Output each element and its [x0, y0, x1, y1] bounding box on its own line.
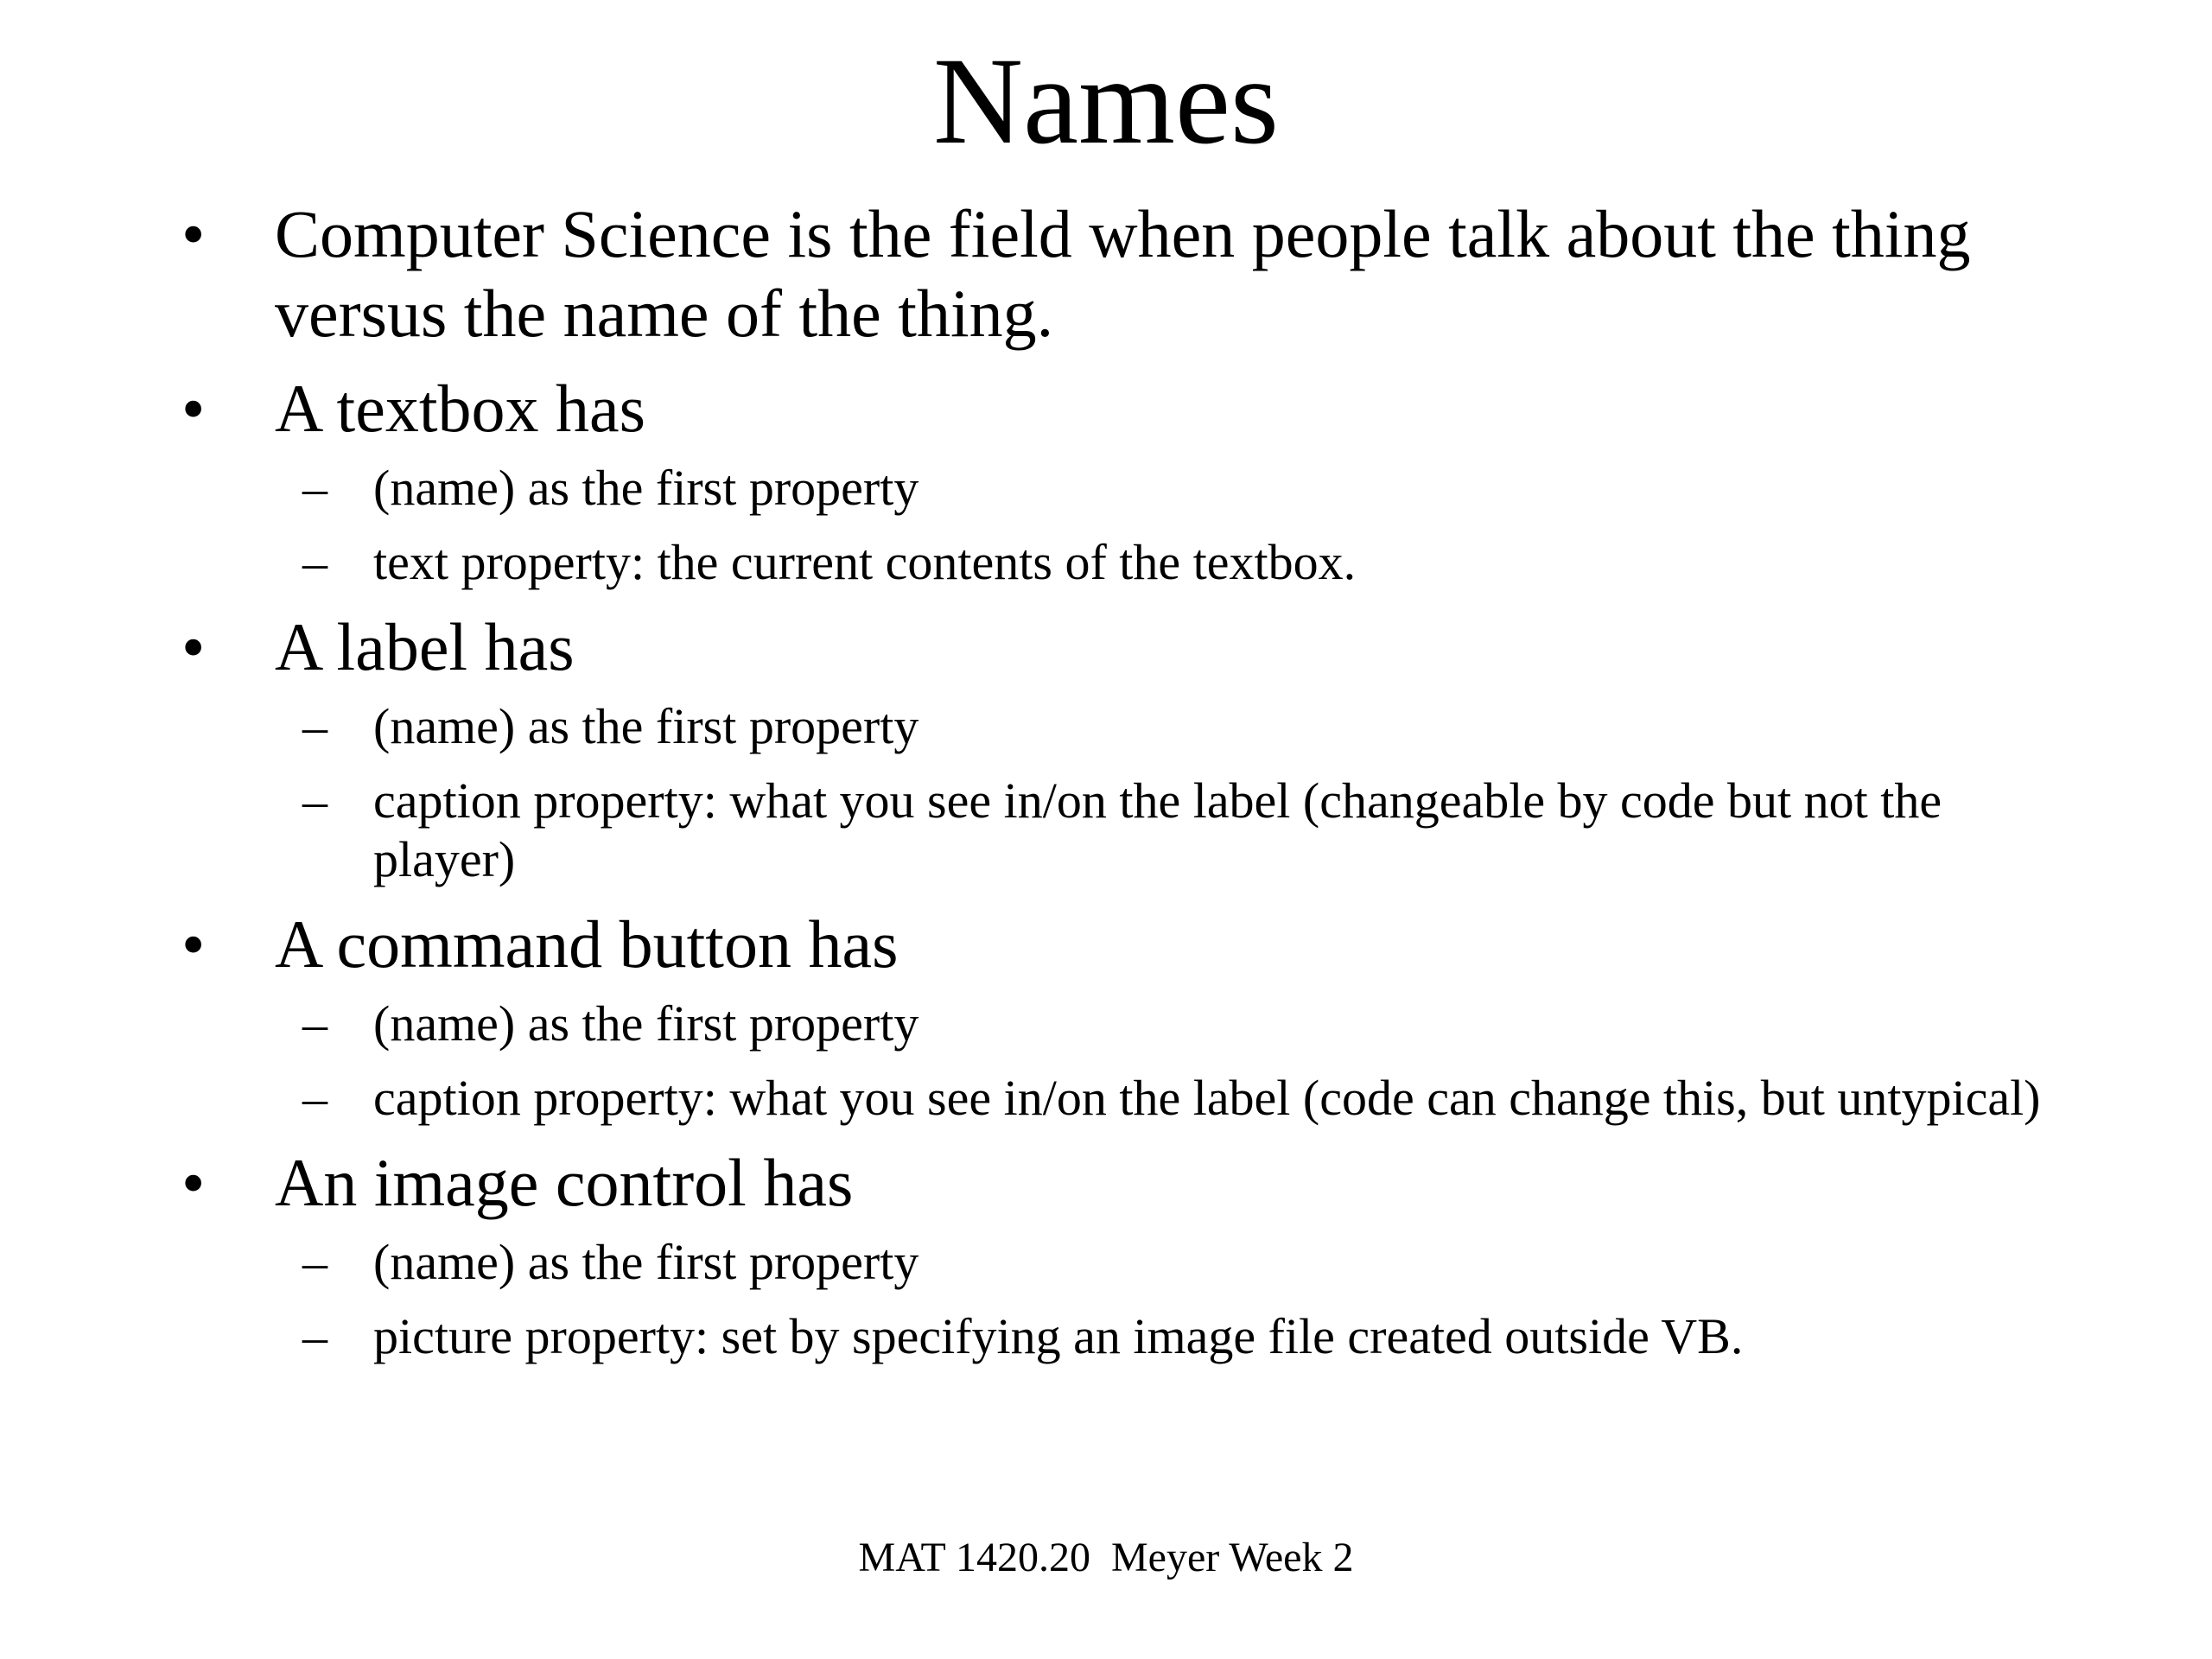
dash-marker: –	[302, 460, 327, 516]
sub-item	[181, 995, 2065, 1053]
sub-text: (name) as the first property	[373, 1234, 919, 1290]
sub-text: (name) as the first property	[373, 460, 919, 516]
sub-list	[275, 1233, 2065, 1366]
sub-list	[275, 459, 2065, 592]
sub-item	[181, 1307, 2065, 1366]
bullet-text: A label has	[275, 609, 575, 684]
sub-item	[181, 697, 2065, 756]
bullet-list	[181, 194, 2065, 1382]
bullet-marker: •	[181, 906, 206, 982]
slide-title: Names	[933, 33, 1279, 170]
dash-marker: –	[302, 772, 327, 829]
sub-list	[275, 995, 2065, 1128]
slide-footer: MAT 1420.20 Meyer Week 2	[858, 1535, 1354, 1580]
sub-text: caption property: what you see in/on the label (changeable by code but not the player)	[373, 772, 1942, 887]
bullet-item-label	[181, 607, 2065, 889]
dash-marker: –	[302, 995, 327, 1052]
bullet-text: An image control has	[275, 1145, 854, 1220]
bullet-text: A textbox has	[275, 371, 645, 446]
bullet-item-textbox	[181, 369, 2065, 592]
bullet-marker: •	[181, 609, 206, 684]
sub-text: caption property: what you see in/on the label (code can change this, but untypical)	[373, 1070, 2041, 1126]
dash-marker: –	[302, 534, 327, 590]
bullet-item-command-button	[181, 905, 2065, 1128]
sub-text: picture property: set by specifying an image file created outside VB.	[373, 1308, 1744, 1364]
bullet-text: Computer Science is the field when people talk about the thing versus the name of the thing.	[275, 196, 1971, 351]
dash-marker: –	[302, 1308, 327, 1364]
sub-item	[181, 1233, 2065, 1292]
bullet-item-image-control	[181, 1143, 2065, 1366]
bullet-text: A command button has	[275, 906, 899, 982]
sub-text: (name) as the first property	[373, 995, 919, 1052]
bullet-marker: •	[181, 196, 206, 271]
sub-item	[181, 533, 2065, 592]
bullet-item-cs-definition	[181, 194, 2065, 353]
dash-marker: –	[302, 1070, 327, 1126]
dash-marker: –	[302, 1234, 327, 1290]
bullet-marker: •	[181, 371, 206, 446]
sub-list	[275, 697, 2065, 889]
sub-item	[181, 459, 2065, 518]
dash-marker: –	[302, 698, 327, 754]
sub-item	[181, 1069, 2065, 1128]
sub-text: (name) as the first property	[373, 698, 919, 754]
sub-text: text property: the current contents of the textbox.	[373, 534, 1357, 590]
sub-item	[181, 772, 2065, 889]
bullet-marker: •	[181, 1145, 206, 1220]
